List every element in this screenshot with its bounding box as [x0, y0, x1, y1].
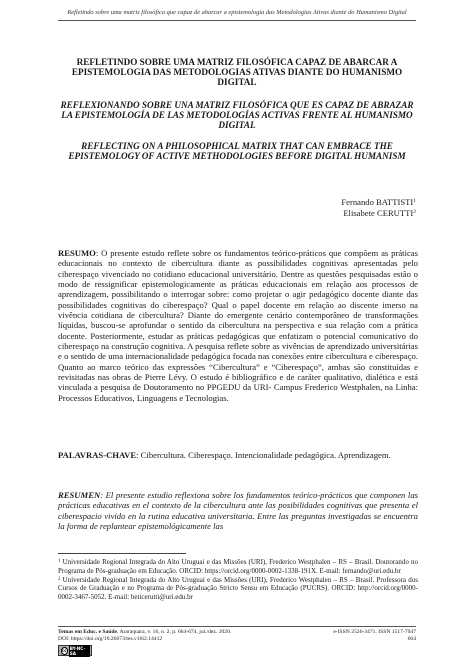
abstract-portuguese — [58, 248, 418, 403]
header-divider — [58, 20, 416, 21]
footnote-1: $^1$ Universidade Regional Integrada do Alto Uruguai e das Missões (URI), Frederico Westphalen – RS – Brasil. Doutorando no Programa de Pós-graduação em Educação. ORCID: https://orcid.org/0000-0002-1338-191X. E-mail: fernando@uri.edu.br — [58, 558, 418, 575]
footnote-divider — [58, 553, 186, 554]
running-header: Refletindo sobre uma matriz filosófica que capaz de abarcar a epistemologia das Metodologias Ativas diante do Humanismo Digital — [67, 9, 407, 16]
resumen-text: : El presente estudio reflexiona sobre los fundamentos teórico-prácticos que componen las prácticas educativas en el contexto de la cibercultura ante las posibilidades cognitivas que presenta el ciberespacio vivido en la rutina educativa universitaria. Entre las preguntas investigadas se encuentra la forma de replantear epistemológicamente las — [58, 490, 418, 532]
journal-name: Temas em Educ. e Saúde — [58, 629, 117, 635]
abstract-spanish — [58, 490, 418, 531]
license-label: BY-NC-SA — [69, 645, 90, 657]
footer-citation — [58, 629, 288, 643]
author-list — [341, 197, 416, 219]
footer-divider — [58, 626, 416, 627]
title-english: REFLECTING ON A PHILOSOPHICAL MATRIX THAT CAN EMBRACE THE EPISTEMOLOGY OF ACTIVE METHODOLOGIES BEFORE DIGITAL HUMANISM — [68, 141, 406, 162]
abstract-text: : O presente estudo reflete sobre os fundamentos teórico-práticos que compõem as práticas educacionais no contexto de cibercultura diante as possibilidades cognitivas apresentadas pelo ciberespaço vivenciado no cotidiano educacional universitário. Dentre as questões pesquisadas estão o modo de ressignificar epistemologicamente as práticas educacionais em relação aos processos de aprendizagem, possibilitando o interrogar sobre: como projetar o agir pedagógico docente diante das possibilidades cognitivas do ciberespaço? Qual o papel docente em relação ao discente imerso na vivência cotidiana de cibercultura? Diante do emergente cenário contemporâneo de transformações líquidas, buscou-se aprofundar o sentido da cibercultura na perspectiva e sua relação com a prática docente. Posteriormente, estudar as práticas pedagógicas que enfatizam o potencial comunicativo do ciberespaço na construção cognitiva. A pesquisa reflete sobre as vivências de aprendizado universitárias e o sentido de uma internacionalidade pedagógica focada nas conexões entre cibercultura e ciberespaço. Quanto ao marco teórico das expressões “Cibercultura” e “Ciberespaço”, ambas são constituídas e revisitadas nas obras de Pierre Lévy. O estudo é bibliográfico e de caráter qualitativo, dialética e está vinculada a pesquisa de Doutoramento no PPGEDU da URI- Campus Frederico Westphalen, na Linha: Processos Educativos, Linguagens e Tecnologias. — [58, 248, 418, 403]
page-number: 664 — [407, 636, 416, 643]
author-1: Fernando BATTISTI$^1$ — [341, 197, 416, 207]
cc-by-nc-sa-icon[interactable] — [58, 645, 92, 656]
keywords-label: PALAVRAS-CHAVE — [58, 450, 137, 460]
title-spanish: REFLEXIONANDO SOBRE UNA MATRIZ FILOSÓFICA QUE ES CAPAZ DE ABRAZAR LA EPISTEMOLOGÍA DE LAS METODOLOGÍAS ACTIVAS FRENTE AL HUMANISMO DIGITAL — [60, 100, 414, 131]
abstract-label: RESUMO — [58, 248, 96, 258]
keywords-text: : Cibercultura. Ciberespaço. Intencionalidade pedagógica. Aprendizagem. — [136, 450, 391, 460]
footnote-marker-2[interactable]: 2 — [413, 209, 416, 215]
issn-text: e-ISSN 2526-3471. ISSN 1517-7947 — [333, 629, 416, 635]
resumen-label: RESUMEN — [58, 490, 101, 500]
doi-link[interactable]: DOI: https://doi.org/10.26673/tes.v16i2.14412 — [58, 636, 163, 643]
cc-logo-icon: cc — [61, 647, 67, 653]
title-portuguese: REFLETINDO SOBRE UMA MATRIZ FILOSÓFICA CAPAZ DE ABARCAR A EPISTEMOLOGIA DAS METODOLOGIAS ATIVAS DIANTE DO HUMANISMO DIGITAL — [71, 57, 403, 88]
footer-issn — [333, 629, 416, 643]
footnotes — [58, 558, 418, 602]
author-2: Elisabete CERUTTI$^2$ — [343, 208, 416, 218]
citation-text: , Araraquara, v. 16, n. 2, p. 664-674, jul./dez. 2020. — [117, 629, 232, 635]
footnote-2: $^2$ Universidade Regional Integrada do Alto Uruguai e das Missões (URI), Frederico Westphalen – RS – Brasil. Professora dos Cursos de Graduação e no Programa de Pós-graduação Stricto Sensu em Educação (PUCRS). ORCID: http://orcid.org/0000-0002-3467-5052. E-mail: beticerutti@uri.edu.br — [58, 575, 418, 601]
keywords-portuguese — [58, 450, 418, 460]
footnote-marker-1[interactable]: 1 — [413, 198, 416, 204]
